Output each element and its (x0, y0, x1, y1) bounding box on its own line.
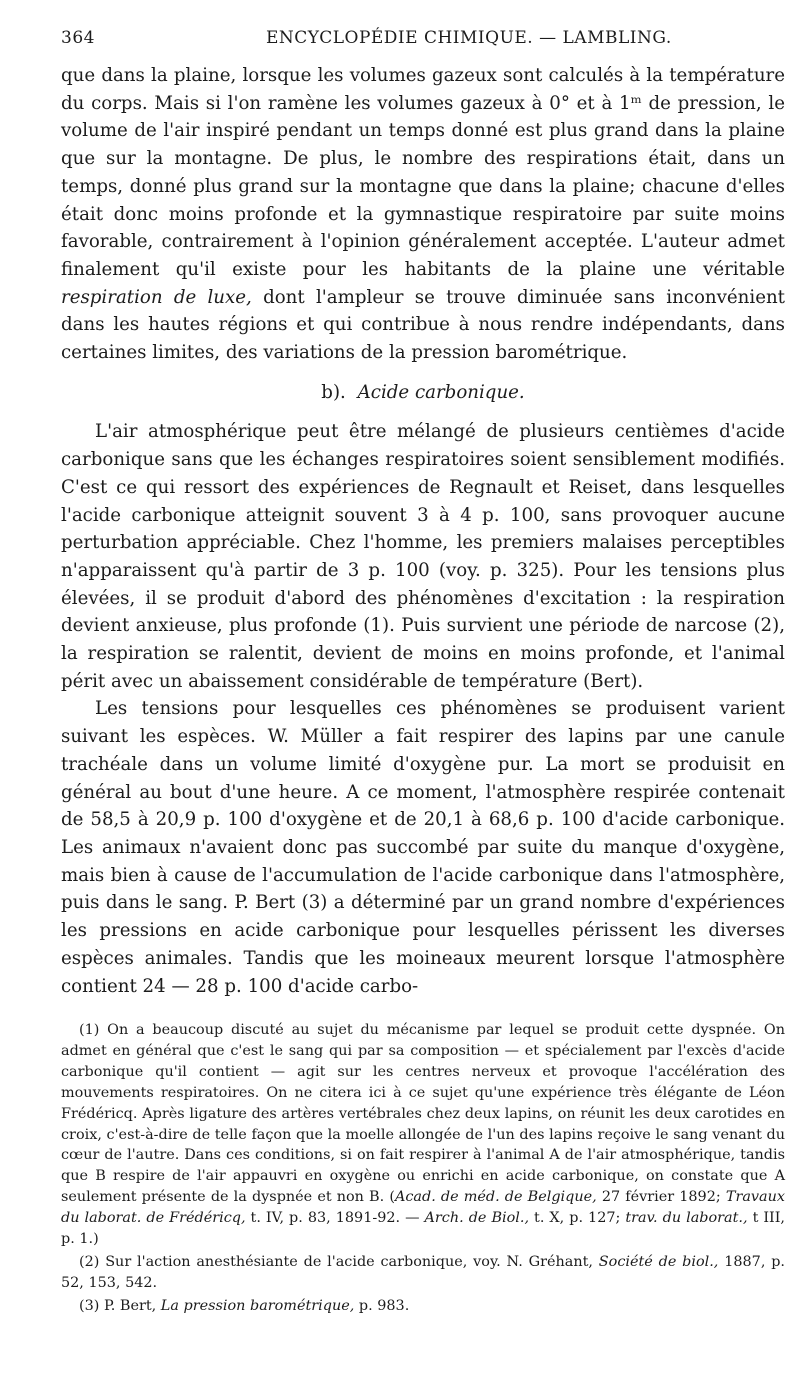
footnotes (61, 1020, 785, 1319)
paragraph-1-text: que dans la plaine, lorsque les volumes gazeux sont calculés à la température du corps. Mais si l'on ramène les volumes gazeux à 0° et à 1ᵐ de pression, le volume de l'air inspiré pendant un temps donné est plus grand dans la plaine que sur la montagne. De plus, le nombre des respirations était, dans un temps, donné plus grand sur la montagne que dans la plaine; chacune d'elles était donc moins profonde et la gymnastique respiratoire par suite moins favorable, contrairement à l'opinion généralement acceptée. L'auteur admet finalement qu'il existe pour les habitants de la plaine une véritable (61, 65, 785, 280)
footnote-1-ref-1: Acad. de méd. de Belgique, (394, 1189, 597, 1206)
main-text (61, 62, 785, 1000)
footnote-1-ref-1-tail: 27 février 1892; (596, 1189, 726, 1206)
italic-term: respiration de luxe, (61, 286, 252, 308)
footnote-3-text: (3) P. Bert, (79, 1297, 161, 1314)
paragraph-2: L'air atmosphérique peut être mélangé de plusieurs centièmes d'acide carbonique sans que les échanges respiratoires soient sensiblement modifiés. C'est ce qui ressort des expériences de Regnault et Reiset, dans lesquelles l'acide carbonique atteignit souvent 3 à 4 p. 100, sans provoquer aucune perturbation appréciable. Chez l'homme, les premiers malaises perceptibles n'apparaissent qu'à partir de 3 p. 100 (voy. p. 325). Pour les tensions plus élevées, il se produit d'abord des phénomènes d'excitation : la respiration devient anxieuse, plus profonde (1). Puis survient une période de narcose (2), la respiration se ralentit, devient de moins en moins profonde, et l'animal périt avec un abaissement considérable de température (Bert). (61, 421, 785, 692)
footnote-2 (61, 1252, 785, 1294)
footnote-1-ref-2-tail: t. IV, p. 83, 1891-92. — (245, 1210, 425, 1227)
footnote-3-ref: La pression barométrique, (160, 1297, 355, 1314)
footnote-2-ref: Société de biol., (598, 1253, 719, 1270)
footnote-2-tail: 1887, p. 52, 153, 542. (61, 1253, 786, 1291)
footnote-3 (61, 1296, 785, 1317)
paragraph-1-end: dont l'ampleur se trouve diminuée sans inconvénient dans les hautes régions et qui contribue à nous rendre indépendants, dans certaines limites, des variations de la pression barométrique. (61, 286, 785, 364)
footnote-1-ref-3: Arch. de Biol., (424, 1210, 530, 1227)
section-heading (61, 379, 785, 407)
paragraph-3: Les tensions pour lesquelles ces phénomènes se produisent varient suivant les espèces. W. Müller a fait respirer des lapins par une canule trachéale dans un volume limité d'oxygène pur. La mort se produisit en général au bout d'une heure. A ce moment, l'atmosphère respirée contenait de 58,5 à 20,9 p. 100 d'oxygène et de 20,1 à 68,6 p. 100 d'acide carbonique. Les animaux n'avaient donc pas succombé par suite du manque d'oxygène, mais bien à cause de l'accumulation de l'acide carbonique dans l'atmosphère, puis dans le sang. P. Bert (3) a déterminé par un grand nombre d'expériences les pressions en acide carbonique pour lesquelles périssent les diverses espèces animales. Tandis que les moineaux meurent lorsque l'atmosphère contient 24 — 28 p. 100 d'acide carbo- (61, 698, 785, 997)
paragraph-1 (61, 62, 785, 367)
footnote-1-ref-4-tail: t III, p. 1.) (61, 1210, 785, 1248)
footnote-1-text: (1) On a beaucoup discuté au sujet du mécanisme par lequel se produit cette dyspnée. On admet en général que c'est le sang qui par sa composition — et spécialement par l'excès d'acide carbonique qu'il contient — agit sur les centres nerveux et provoque l'accélération des mouvements respiratoires. On ne citera ici à ce sujet qu'une expérience très élégante de Léon Frédéricq. Après ligature des artères vertébrales chez deux lapins, on réunit les deux carotides en croix, c'est-à-dire de telle façon que la moelle allongée de l'un des lapins reçoive le sang venant du cœur de l'autre. Dans ces conditions, si on fait respirer à l'animal A de l'air atmosphérique, tandis que B respire de l'air appauvri en oxygène ou enrichi en acide carbonique, on constate que A seulement présente de la dyspnée et non B. ( (61, 1022, 785, 1206)
section-title: Acide carbonique. (357, 381, 525, 403)
footnote-1-ref-4: trav. du laborat., (625, 1210, 748, 1227)
footnote-1-ref-3-tail: t. X, p. 127; (529, 1210, 626, 1227)
footnote-1-ref-2: Travaux du laborat. de Frédéricq, (61, 1189, 785, 1227)
page-number: 364 (61, 28, 95, 48)
section-label: b). (321, 381, 346, 403)
footnote-2-text: (2) Sur l'action anesthésiante de l'acide carbonique, voy. N. Gréhant, (79, 1253, 599, 1270)
running-title: ENCYCLOPÉDIE CHIMIQUE. — LAMBLING. (266, 28, 672, 48)
footnote-3-tail: p. 983. (354, 1297, 410, 1314)
footnote-1 (61, 1020, 785, 1250)
